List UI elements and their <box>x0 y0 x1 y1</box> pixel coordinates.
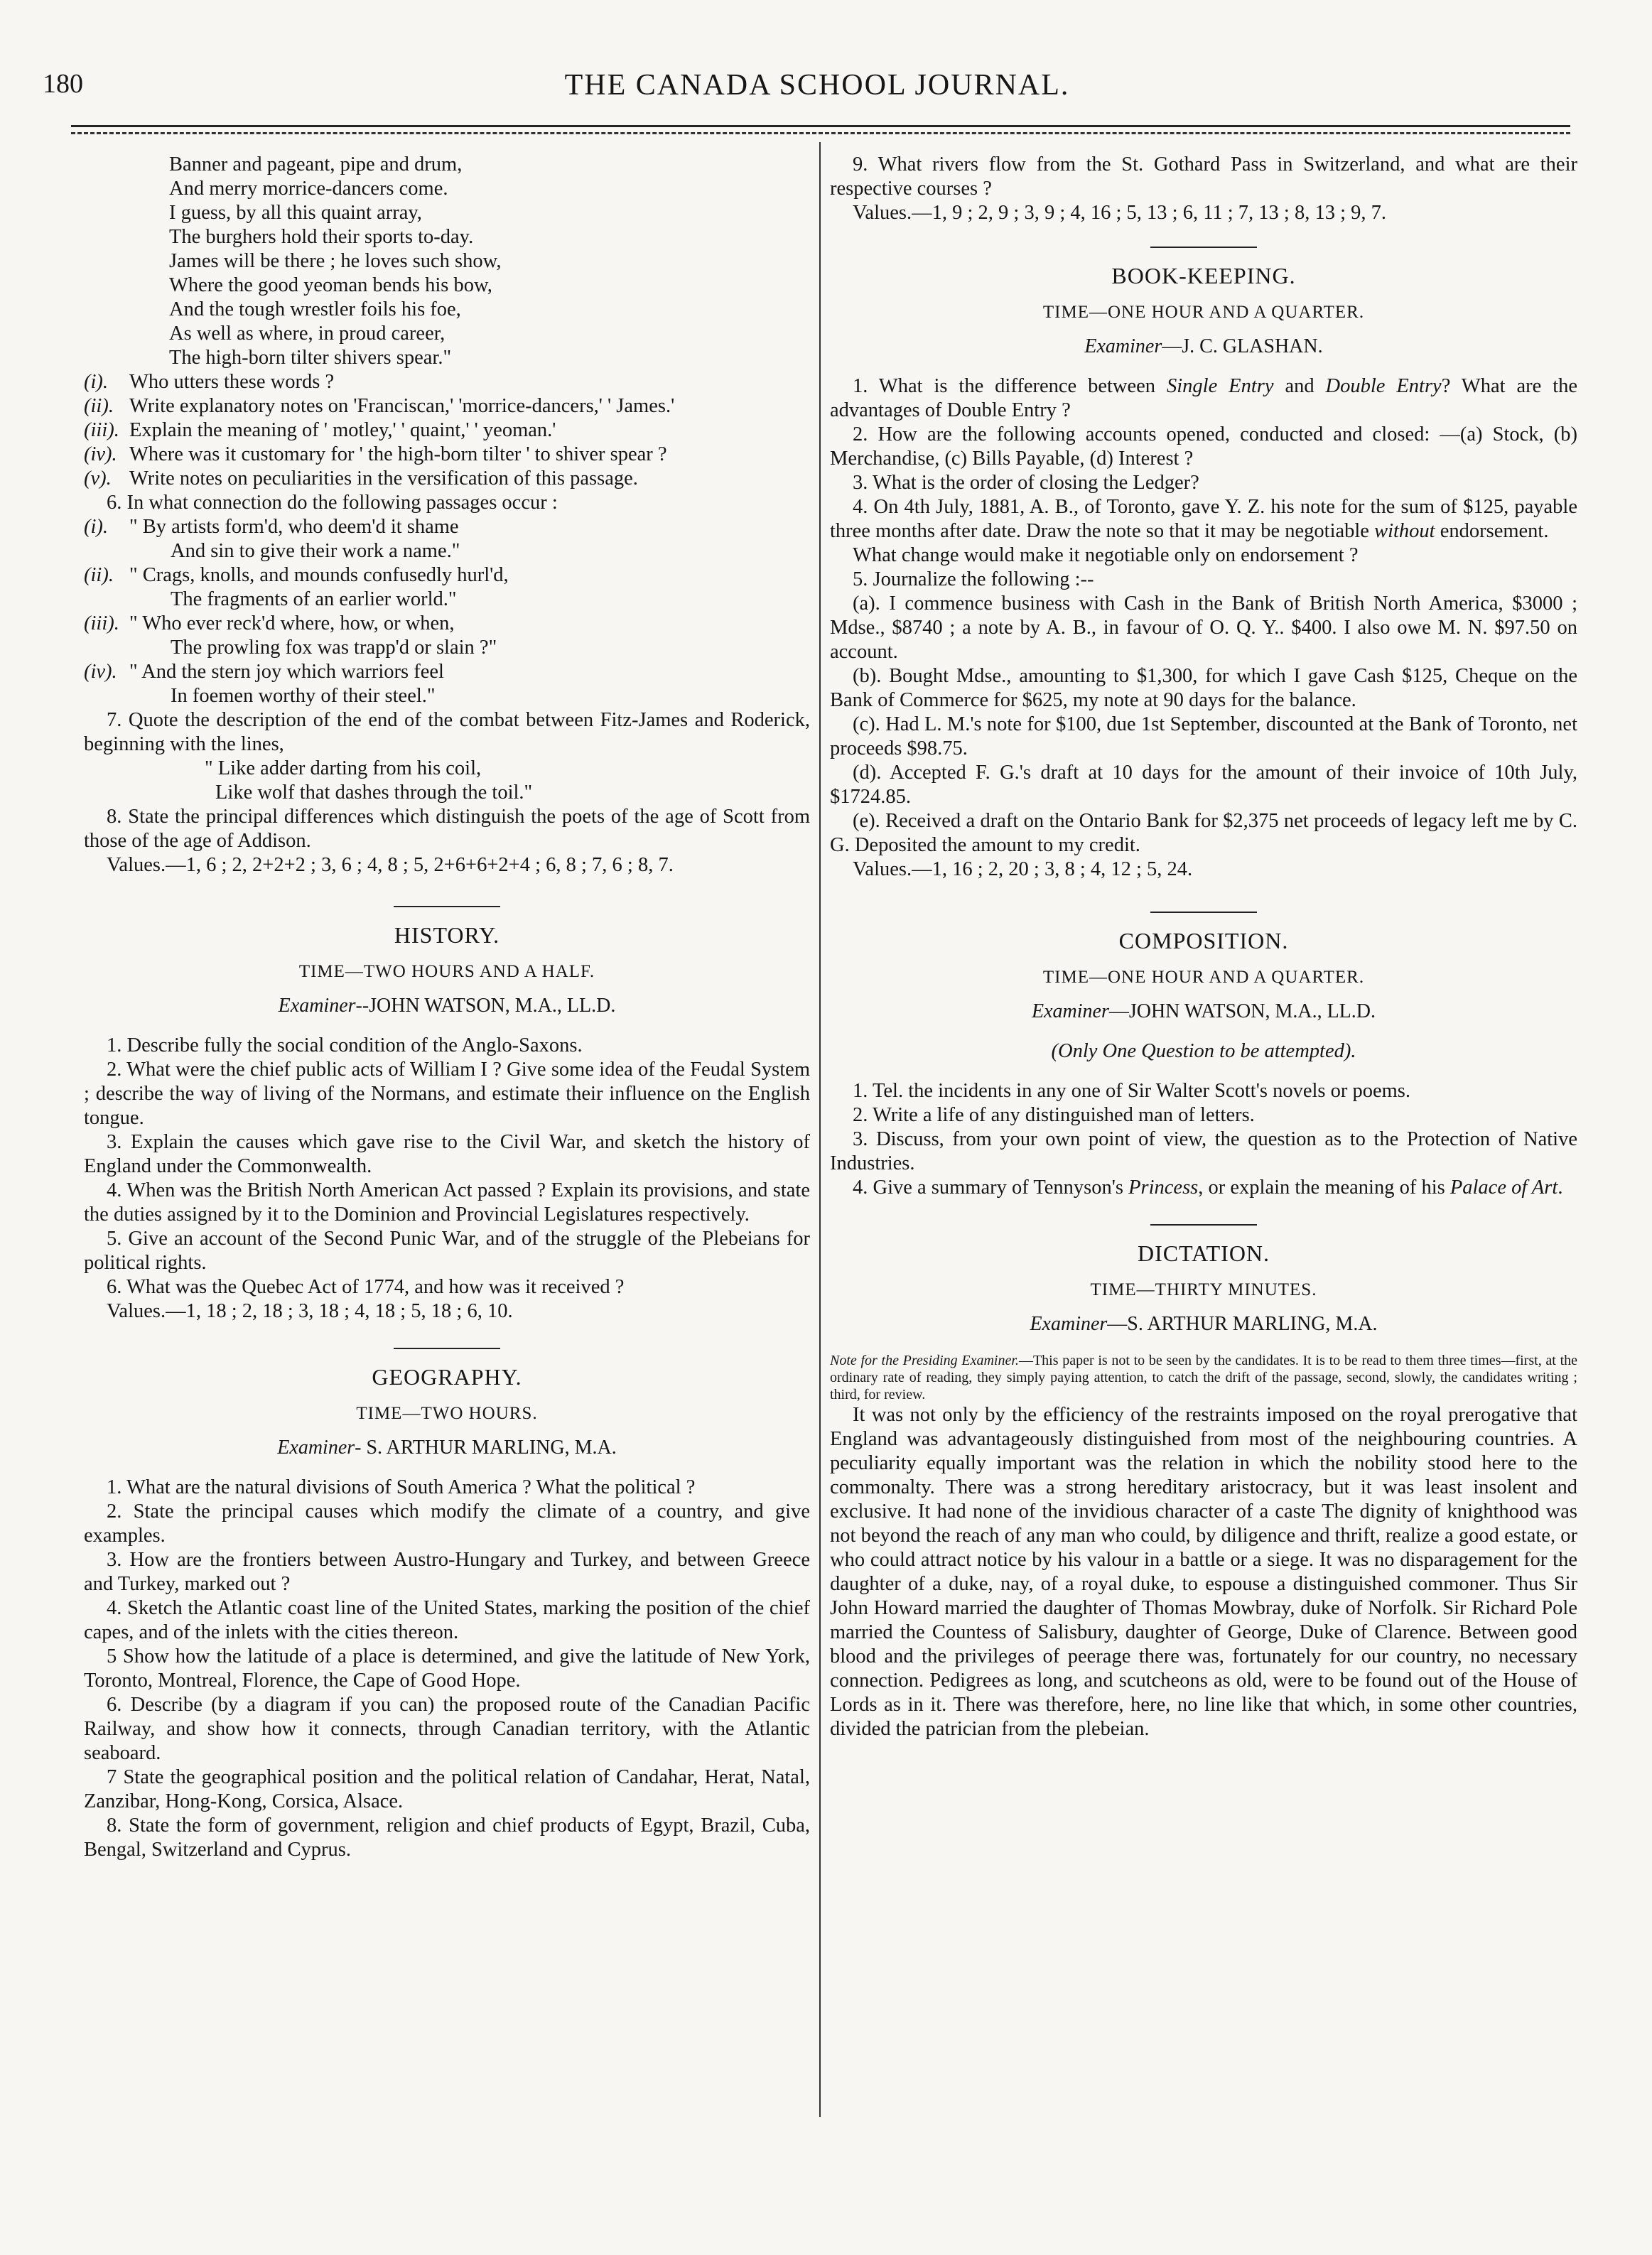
history-question: 5. Give an account of the Second Punic War, and of the struggle of the Plebeians for political rights. <box>84 1228 810 1274</box>
column-divider <box>819 142 821 2117</box>
poem-line: As well as where, in proud career, <box>169 323 446 345</box>
question-7-quote-1: " Like adder darting from his coil, <box>205 757 482 779</box>
history-time: TIME—TWO HOURS AND A HALF. <box>298 962 595 981</box>
history-question: 2. What were the chief public acts of William I ? Give some idea of the Feudal System ; describe the way of living of the Normans, and estimate their influence on the English tongue. <box>84 1059 810 1129</box>
history-examiner: Examiner--JOHN WATSON, M.A., LL.D. <box>278 995 616 1017</box>
composition-question-4: 4. Give a summary of Tennyson's Princess, or explain the meaning of his Palace of Art. <box>853 1177 1563 1199</box>
bookkeeping-question-5: 5. Journalize the following :-- <box>853 568 1094 590</box>
history-values: Values.—1, 18 ; 2, 18 ; 3, 18 ; 4, 18 ; 5, 18 ; 6, 10. <box>107 1300 513 1322</box>
composition-question-3: 3. Discuss, from your own point of view, the question as to the Protection of Native Industries. <box>830 1128 1577 1174</box>
composition-time: TIME—ONE HOUR AND A QUARTER. <box>1042 968 1365 987</box>
page-number: 180 <box>43 69 83 99</box>
dictation-examiner: Examiner—S. ARTHUR MARLING, M.A. <box>1030 1313 1378 1335</box>
geography-question: 7 State the geographical position and the political relation of Candahar, Herat, Natal, Zanzibar, Hong-Kong, Corsica, Alsace. <box>84 1766 810 1812</box>
poem-line: And merry morrice-dancers come. <box>169 178 448 200</box>
geography-title: GEOGRAPHY. <box>372 1364 522 1390</box>
bookkeeping-values: Values.—1, 16 ; 2, 20 ; 3, 8 ; 4, 12 ; 5, 24. <box>853 858 1193 880</box>
left-column <box>84 153 810 1862</box>
history-question: 4. When was the British North American Act passed ? Explain its provisions, and state the duties assigned by it to the Dominion and Provincial Legislatures respectively. <box>84 1179 810 1226</box>
question-7: 7. Quote the description of the end of the combat between Fitz-James and Roderick, beginning with the lines, <box>84 709 810 755</box>
bookkeeping-examiner: Examiner—J. C. GLASHAN. <box>1084 335 1323 357</box>
question-6-i: (i). " By artists form'd, who deem'd it shame <box>84 516 459 538</box>
section-rule <box>1150 1224 1257 1226</box>
poem-line: And the tough wrestler foils his foe, <box>169 298 461 320</box>
bookkeeping-question-3: 3. What is the order of closing the Ledger? <box>853 472 1199 494</box>
poem-line: James will be there ; he loves such show, <box>169 250 502 272</box>
history-question: 6. What was the Quebec Act of 1774, and how was it received ? <box>107 1276 625 1298</box>
question-7-quote-2: Like wolf that dashes through the toil." <box>215 782 533 804</box>
history-question: 1. Describe fully the social condition of the Anglo-Saxons. <box>107 1034 583 1056</box>
question-5-ii: (ii). Write explanatory notes on 'Franciscan,' 'morrice-dancers,' ' James.' <box>84 395 675 417</box>
poem-line: Banner and pageant, pipe and drum, <box>169 153 463 175</box>
bookkeeping-question-5a: (a). I commence business with Cash in the Bank of British North America, $3000 ; Mdse., $8740 ; a note by A. B., in favour of O. Q. Y.. $400. I also owe M. N. $97.50 on account. <box>830 593 1577 663</box>
geography-values: Values.—1, 9 ; 2, 9 ; 3, 9 ; 4, 16 ; 5, 13 ; 6, 11 ; 7, 13 ; 8, 13 ; 9, 7. <box>853 202 1387 224</box>
question-6-ii: (ii). " Crags, knolls, and mounds confusedly hurl'd, <box>84 564 509 586</box>
geography-time: TIME—TWO HOURS. <box>356 1404 538 1423</box>
geography-question: 1. What are the natural divisions of South America ? What the political ? <box>107 1476 696 1498</box>
question-6-ii-cont: The fragments of an earlier world." <box>171 588 457 610</box>
bookkeeping-question-1: 1. What is the difference between Single Entry and Double Entry? What are the advantages of Double Entry ? <box>830 375 1578 421</box>
bookkeeping-question-4-extra: What change would make it negotiable only on endorsement ? <box>853 544 1359 566</box>
bookkeeping-question-2: 2. How are the following accounts opened, conducted and closed: —(a) Stock, (b) Merchandise, (c) Bills Payable, (d) Interest ? <box>830 423 1577 470</box>
poem-line: The burghers hold their sports to-day. <box>169 226 474 248</box>
bookkeeping-question-4: 4. On 4th July, 1881, A. B., of Toronto, gave Y. Z. his note for the sum of $125, payable three months after date. Draw the note so that it may be negotiable without endorsement. <box>830 496 1577 542</box>
geography-examiner: Examiner- S. ARTHUR MARLING, M.A. <box>277 1437 617 1459</box>
journal-title: THE CANADA SCHOOL JOURNAL. <box>564 69 1070 102</box>
geography-question: 5 Show how the latitude of a place is determined, and give the latitude of New York, Toronto, Montreal, Florence, the Cape of Good Hope. <box>84 1645 810 1692</box>
history-question: 3. Explain the causes which gave rise to the Civil War, and sketch the history of England under the Commonwealth. <box>84 1131 810 1177</box>
composition-title: COMPOSITION. <box>1118 928 1289 953</box>
poem-line: Where the good yeoman bends his bow, <box>169 274 492 296</box>
question-6-intro: 6. In what connection do the following passages occur : <box>107 492 558 514</box>
composition-question-2: 2. Write a life of any distinguished man of letters. <box>853 1104 1255 1126</box>
bookkeeping-question-5e: (e). Received a draft on the Ontario Bank for $2,375 net proceeds of legacy left me by C. G. Deposited the amount to my credit. <box>830 810 1577 856</box>
geography-question-9: 9. What rivers flow from the St. Gothard Pass in Switzerland, and what are their respective courses ? <box>830 153 1577 200</box>
question-5-i: (i). Who utters these words ? <box>84 371 335 393</box>
poem-passage <box>84 153 810 370</box>
right-column <box>830 153 1577 1741</box>
question-5-iv: (iv). Where was it customary for ' the high-born tilter ' to shiver spear ? <box>84 443 667 465</box>
dictation-note: Note for the Presiding Examiner.—This paper is not to be seen by the candidates. It is to be read to them three times—first, at the ordinary rate of reading, they simply paying attention, to catch the drift of the passage, second, slowly, the candidates writing ; third, for review. <box>830 1353 1577 1402</box>
question-6-iii-cont: The prowling fox was trapp'd or slain ?" <box>171 637 497 659</box>
header-rule-dashed <box>71 132 1570 134</box>
composition-instruction: (Only One Question to be attempted). <box>1051 1040 1356 1062</box>
composition-question-1: 1. Tel. the incidents in any one of Sir Walter Scott's novels or poems. <box>853 1080 1411 1102</box>
section-rule <box>394 1348 500 1349</box>
poem-line: The high-born tilter shivers spear." <box>169 347 452 369</box>
question-6-iv-cont: In foemen worthy of their steel." <box>171 685 436 707</box>
bookkeeping-title: BOOK-KEEPING. <box>1111 263 1296 288</box>
geography-question: 2. State the principal causes which modify the climate of a country, and give examples. <box>84 1500 810 1547</box>
geography-question: 3. How are the frontiers between Austro-Hungary and Turkey, and between Greece and Turkey, marked out ? <box>84 1549 810 1595</box>
dictation-time: TIME—THIRTY MINUTES. <box>1090 1280 1317 1299</box>
values-line: Values.—1, 6 ; 2, 2+2+2 ; 3, 6 ; 4, 8 ; 5, 2+6+6+2+4 ; 6, 8 ; 7, 6 ; 8, 7. <box>107 854 674 876</box>
header-rule <box>71 125 1570 127</box>
question-6-iv: (iv). " And the stern joy which warriors feel <box>84 661 444 683</box>
question-8: 8. State the principal differences which distinguish the poets of the age of Scott from those of the age of Addison. <box>84 806 810 852</box>
poem-line: I guess, by all this quaint array, <box>169 202 422 224</box>
bookkeeping-time: TIME—ONE HOUR AND A QUARTER. <box>1042 303 1365 322</box>
question-6-i-cont: And sin to give their work a name." <box>171 540 460 562</box>
question-5-v: (v). Write notes on peculiarities in the versification of this passage. <box>84 467 638 490</box>
geography-question: 4. Sketch the Atlantic coast line of the United States, marking the position of the chief capes, and of the inlets with the cities thereon. <box>84 1597 810 1643</box>
history-title: HISTORY. <box>394 922 500 948</box>
section-rule <box>1150 247 1257 248</box>
dictation-title: DICTATION. <box>1137 1240 1270 1266</box>
page-header <box>43 68 1592 111</box>
dictation-passage: It was not only by the efficiency of the restraints imposed on the royal prerogative that England was advantageously distinguished from most of the neighbouring countries. A peculiarity equally important was the relation in which the nobility stood here to the commonalty. There was a strong hereditary aristocracy, but it was least insolent and exclusive. It had none of the invidious character of a caste The dignity of knighthood was not beyond the reach of any man who could, by diligence and thrift, realize a good estate, or who could attract notice by his valour in a battle or a siege. It was no disparagement for the daughter of a duke, nay, of a royal duke, to espouse a distinguished commoner. Thus Sir John Howard married the daughter of Thomas Mowbray, duke of Norfolk. Sir Richard Pole married the Countess of Salisbury, daughter of George, Duke of Clarence. Between good blood and the privileges of peerage there was, fortunately for our country, no necessary connection. Pedigrees as long, and scutcheons as old, were to be found out of the House of Lords as in it. There was therefore, here, no line like that which, in some other countries, divided the patrician from the plebeian. <box>830 1404 1577 1740</box>
section-rule <box>1150 912 1257 913</box>
question-6-iii: (iii). " Who ever reck'd where, how, or when, <box>84 612 455 634</box>
geography-question: 6. Describe (by a diagram if you can) the proposed route of the Canadian Pacific Railway, and show how it connects, through Canadian territory, with the Atlantic seaboard. <box>84 1694 810 1764</box>
bookkeeping-question-5c: (c). Had L. M.'s note for $100, due 1st September, discounted at the Bank of Toronto, net proceeds $98.75. <box>830 713 1577 759</box>
geography-question: 8. State the form of government, religion and chief products of Egypt, Brazil, Cuba, Bengal, Switzerland and Cyprus. <box>84 1815 810 1861</box>
section-rule <box>394 906 500 907</box>
bookkeeping-question-5d: (d). Accepted F. G.'s draft at 10 days for the amount of their invoice of 10th July, $1724.85. <box>830 762 1577 808</box>
question-5-iii: (iii). Explain the meaning of ' motley,' ' quaint,' ' yeoman.' <box>84 419 556 441</box>
bookkeeping-question-5b: (b). Bought Mdse., amounting to $1,300, for which I gave Cash $125, Cheque on the Bank of Commerce for $625, my note at 90 days for the balance. <box>830 665 1577 711</box>
composition-examiner: Examiner—JOHN WATSON, M.A., LL.D. <box>1031 1000 1376 1022</box>
